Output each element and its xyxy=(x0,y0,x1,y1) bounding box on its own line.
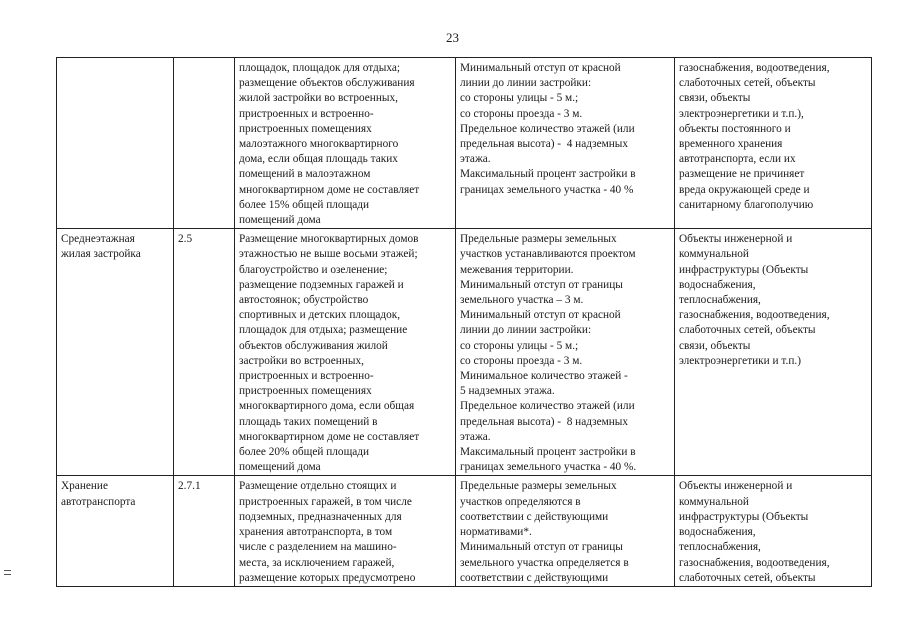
use-code-cell xyxy=(174,58,235,229)
table-row xyxy=(57,58,872,229)
parameters-cell: Предельные размеры земельных участков определяются в соответствии с действующими нормативами*. Минимальный отступ от границы земельного участка определяется в соответствии с действующими xyxy=(456,476,675,586)
parameters-cell: Минимальный отступ от красной линии до линии застройки: со стороны улицы - 5 м.; со стороны проезда - 3 м. Предельное количество этажей (или предельная высота) - 4 надземных этажа. Максимальный процент застройки в границах земельного участка - 40 % xyxy=(456,58,675,229)
table-row xyxy=(57,476,872,586)
parameters-cell: Предельные размеры земельных участков устанавливаются проектом межевания территории. Минимальный отступ от границы земельного участка – 3 м. Минимальный отступ от красной линии до линии застройки: со стороны улицы - 5 м.; со стороны проезда - 3 м. Минимальное количество этажей - 5 надземных этажа. Предельное количество этажей (или предельная высота) - 8 надземных этажа. Максимальный процент застройки в границах земельного участка - 40 %. xyxy=(456,229,675,476)
use-code-cell: 2.7.1 xyxy=(174,476,235,586)
auxiliary-uses-cell: Объекты инженерной и коммунальной инфраструктуры (Объекты водоснабжения, теплоснабжения, газоснабжения, водоотведения, слаботочных сетей, объекты связи, объекты электроэнергетики и т.п.) xyxy=(675,229,872,476)
use-name-cell: Среднеэтажная жилая застройка xyxy=(57,229,174,476)
auxiliary-uses-cell: Объекты инженерной и коммунальной инфраструктуры (Объекты водоснабжения, теплоснабжения, газоснабжения, водоотведения, слаботочных сетей, объекты xyxy=(675,476,872,586)
use-description-cell: Размещение отдельно стоящих и пристроенных гаражей, в том числе подземных, предназначенных для хранения автотранспорта, в том числе с разделением на машино- места, за исключением гаражей, размещение которых предусмотрено xyxy=(235,476,456,586)
use-name-cell xyxy=(57,58,174,229)
scan-margin-mark xyxy=(4,570,11,575)
use-code-cell: 2.5 xyxy=(174,229,235,476)
auxiliary-uses-cell: газоснабжения, водоотведения, слаботочных сетей, объекты связи, объекты электроэнергетики и т.п.), объекты постоянного и временного хранения автотранспорта, если их размещение не причиняет вреда окружающей среде и санитарному благополучию xyxy=(675,58,872,229)
use-name-cell: Хранение автотранспорта xyxy=(57,476,174,586)
page-number: 23 xyxy=(446,30,459,45)
land-use-table xyxy=(56,57,872,587)
use-description-cell: Размещение многоквартирных домов этажностью не выше восьми этажей; благоустройство и озеленение; размещение подземных гаражей и автостоянок; обустройство спортивных и детских площадок, площадок для отдыха; размещение объектов обслуживания жилой застройки во встроенных, пристроенных и встроенно- пристроенных помещениях многоквартирного дома, если общая площадь таких помещений в многоквартирном доме не составляет более 20% общей площади помещений дома xyxy=(235,229,456,476)
use-description-cell: площадок, площадок для отдыха; размещение объектов обслуживания жилой застройки во встроенных, пристроенных и встроенно- пристроенных помещениях малоэтажного многоквартирного дома, если общая площадь таких помещений в малоэтажном многоквартирном доме не составляет более 15% общей площади помещений дома xyxy=(235,58,456,229)
table-row xyxy=(57,229,872,476)
